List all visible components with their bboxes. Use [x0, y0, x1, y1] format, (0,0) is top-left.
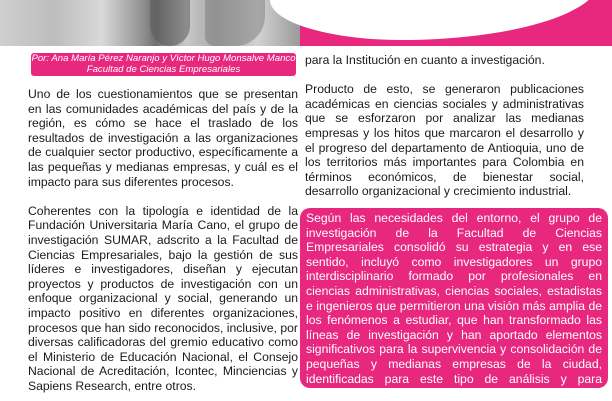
- highlight-text: Según las necesidades del entorno, el grupo de investigación de la Facultad de Ciencias Empresariales consolidó su estrategia y en ese sentido, incluyó como investigadores un grupo interdisciplinario formado por profesionales en ciencias administrativas, ciencias sociales, estadistas e ingenieros que permitieron una visión más amplia de los fenómenos a estudiar, que han transformado las líneas de investigación y han aportado elementos significativos para la supervivencia y consolidación de pequeñas y medianas empresas de la ciudad, identificadas para este tipo de análisis y para intervenciones directas.: [306, 211, 602, 401]
- byline-faculty: Facultad de Ciencias Empresariales: [86, 64, 241, 75]
- header-photo: [0, 0, 300, 46]
- highlight-box: [300, 208, 608, 401]
- left-column: [28, 87, 298, 393]
- right-paragraph-2: Producto de esto, se generaron publicaciones académicas en ciencias sociales y administrativas que se esforzaron por analizar las medianas empresas y los hitos que marcaron el desarrollo y el progreso del departamento de Antioquia, uno de los territorios más importantes para Colombia en términos económicos, de bienestar social, desarrollo organizacional y crecimiento industrial.: [305, 82, 584, 199]
- right-column: [305, 53, 584, 199]
- header-curve-decoration: [270, 0, 600, 40]
- photo-shadow: [150, 0, 190, 46]
- byline-authors: Por: Ana María Pérez Naranjo y Víctor Hugo Monsalve Manco: [31, 53, 296, 64]
- header-accent-band: [300, 0, 612, 46]
- right-paragraph-1: para la Institución en cuanto a investigación.: [305, 53, 545, 67]
- photo-shadow: [205, 0, 265, 46]
- left-paragraph-2: Coherentes con la tipología e identidad de la Fundación Universitaria María Cano, el grupo de investigación SUMAR, adscrito a la Facultad de Ciencias Empresariales, bajo la gestión de sus líderes e investigadores, diseñan y ejecutan proyectos y productos de investigación con un enfoque organizacional y social, generando un impacto positivo en diferentes organizaciones, procesos que han sido reconocidos, inclusive, por diversas calificadoras del gremio educativo como el Ministerio de Educación Nacional, el Consejo Nacional de Acreditación, Icontec, Minciencias y Sapiens Research, entre otros.: [28, 203, 298, 393]
- left-paragraph-1: Uno de los cuestionamientos que se presentan en las comunidades académicas del país y de la región, es cómo se hace el traslado de los resultados de investigación a las organizaciones de cualquier sector productivo, específicamente a las pequeñas y medianas empresas, y cuál es el impacto para sus diferentes procesos.: [28, 87, 298, 189]
- author-byline: [31, 53, 296, 76]
